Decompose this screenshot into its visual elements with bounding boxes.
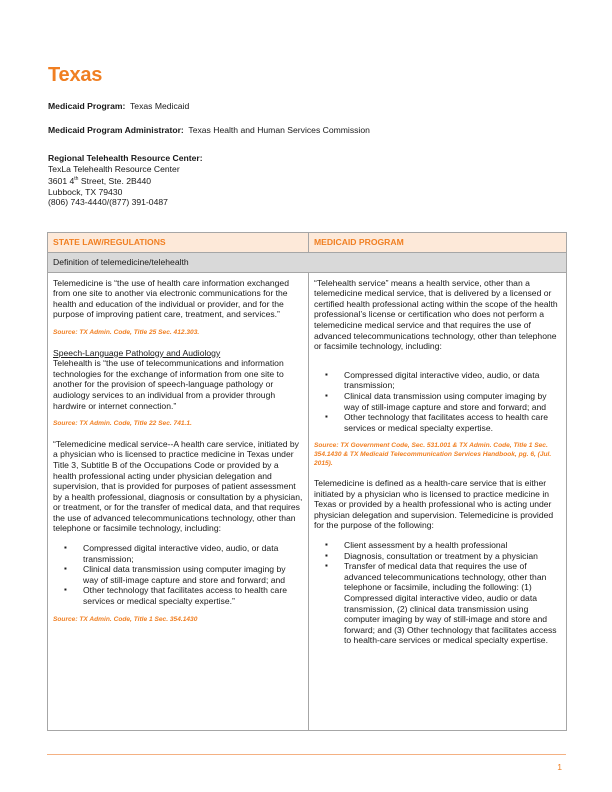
address-number: 3601 4: [48, 176, 75, 187]
bullet-icon: ▪: [64, 585, 67, 595]
list-item: [314, 391, 561, 412]
list-item-text: Client assessment by a health professional: [344, 540, 508, 551]
list-item: [314, 540, 561, 551]
medicaid-program-value: Texas Medicaid: [130, 101, 190, 111]
list-item: [53, 543, 303, 564]
medicaid-paragraph: Telemedicine is defined as a health-care service that is either initiated by a physician who is licensed to practice medicine in Texas or provided by a health professional who is acting under physician delegation and supervision. Telemedicine is provided for the purpose of the following:: [314, 478, 554, 531]
bullet-list: [53, 543, 303, 607]
list-item-text: Clinical data transmission using computer imaging by way of still-image capture and store and forward; and: [83, 564, 286, 585]
source-citation: Source: TX Admin. Code, Title 1 Sec. 354.1430: [53, 615, 198, 623]
address-ordinal: th: [74, 176, 79, 183]
table-row: [48, 272, 567, 730]
list-item: [314, 370, 561, 391]
bullet-list: [314, 370, 561, 434]
list-item: [53, 564, 303, 585]
medicaid-program-line: [48, 101, 189, 111]
list-item-text: Compressed digital interactive video, audio, or data transmission;: [83, 543, 279, 564]
medicaid-program-label: Medicaid Program:: [48, 101, 126, 111]
list-item: [53, 585, 303, 606]
medicaid-admin-value: Texas Health and Human Services Commission: [188, 125, 370, 135]
bullet-icon: ▪: [325, 390, 328, 400]
subheading: Speech-Language Pathology and Audiology: [53, 347, 221, 358]
list-item-text: Clinical data transmission using computer imaging by way of still-image capture and store and forward; and: [344, 390, 547, 412]
page-number: 1: [557, 762, 562, 772]
list-item-text: Diagnosis, consultation or treatment by a physician: [344, 550, 538, 561]
law-comparison-table: [47, 232, 567, 731]
state-law-cell: [48, 272, 309, 730]
source-citation: Source: TX Government Code, Sec. 531.001 & TX Admin. Code, Title 1 Sec. 354.1430 & TX Medicaid Telecommunication Services Handbook, pg. 6, (Jul. 2015).: [314, 442, 552, 467]
header-state-law: STATE LAW/REGULATIONS: [48, 233, 309, 253]
state-law-paragraph: Telemedicine is “the use of health care information exchanged from one site to another via electronic communications for the health and education of the individual or provider, and for the purpose of improving patient care, treatment, and services.”: [53, 277, 289, 320]
state-law-paragraph: “Telemedicine medical service--A health care service, initiated by a physician who is licensed to practice medicine in Texas under Title 3, Subtitle B of the Occupations Code or provided by a health professional acting under physician delegation and supervision, that is provided for purposes of patient assessment by a health professional, diagnosis or consultation by a physician, or treatment, or for the transfer of medical data, and that requires the use of advanced telecommunications technology, other than telephone or facsimile technology, including:: [53, 438, 303, 534]
bullet-icon: ▪: [325, 550, 328, 560]
bullet-list: [314, 540, 561, 646]
bullet-icon: ▪: [64, 564, 67, 574]
resource-center-address: [48, 174, 203, 187]
list-item-text: Compressed digital interactive video, audio, or data transmission;: [344, 369, 540, 391]
resource-center-block: [48, 153, 203, 208]
bullet-icon: ▪: [325, 412, 328, 422]
list-item-text: Other technology that facilitates access to health care services or medical specialty expertise.”: [83, 585, 287, 607]
page-title: Texas: [48, 64, 103, 86]
list-item: [314, 551, 561, 562]
bullet-icon: ▪: [325, 561, 328, 571]
state-law-paragraph: Telehealth is “the use of telecommunications and information technologies for the exchange of information from one site to another for the provision of speech-language pathology or audiology services to an individual from a provider through hardwire or internet connection.”: [53, 358, 284, 411]
list-item: [314, 561, 561, 646]
medicaid-program-cell: [309, 272, 567, 730]
resource-center-label: Regional Telehealth Resource Center:: [48, 153, 203, 163]
medicaid-admin-label: Medicaid Program Administrator:: [48, 125, 184, 135]
source-citation: Source: TX Admin. Code, Title 22 Sec. 741.1.: [53, 420, 192, 428]
bullet-icon: ▪: [325, 540, 328, 550]
header-medicaid-program: MEDICAID PROGRAM: [309, 233, 567, 253]
resource-center-name: TexLa Telehealth Resource Center: [48, 163, 180, 174]
footer-divider: [47, 754, 566, 755]
bullet-icon: ▪: [325, 369, 328, 379]
table-header-row: [48, 233, 567, 253]
medicaid-admin-line: [48, 125, 370, 135]
section-row: [48, 253, 567, 273]
source-citation: Source: TX Admin. Code, Title 25 Sec. 412.303.: [53, 328, 200, 336]
medicaid-paragraph: “Telehealth service” means a health service, other than a telemedicine medical service, that is delivered by a licensed or certified health professional acting within the scope of the health professional’s license or certification who does not perform a telemedicine medical service and that requires the use of advanced telecommunications technology, other than telephone or facsimile technology, including:: [314, 277, 558, 352]
resource-center-phone: (806) 743-4440/(877) 391-0487: [48, 197, 168, 208]
list-item-text: Transfer of medical data that requires the use of advanced telecommunications technology, other than telephone or facsimile, including the following: (1) Compressed digital interactive video, audio or data transmission, (2) clinical data transmission using computer imaging by way of still-image and store and forward; and (3) Other technology that facilitates access to health-care services or medical specialty expertise.: [344, 561, 557, 646]
bullet-icon: ▪: [64, 543, 67, 553]
list-item: [314, 412, 561, 433]
list-item-text: Other technology that facilitates access to health care services or medical specialty expertise.: [344, 412, 548, 433]
resource-center-city: Lubbock, TX 79430: [48, 186, 123, 197]
address-street: Street, Ste. 2B440: [78, 176, 152, 187]
section-title: Definition of telemedicine/telehealth: [48, 253, 567, 273]
